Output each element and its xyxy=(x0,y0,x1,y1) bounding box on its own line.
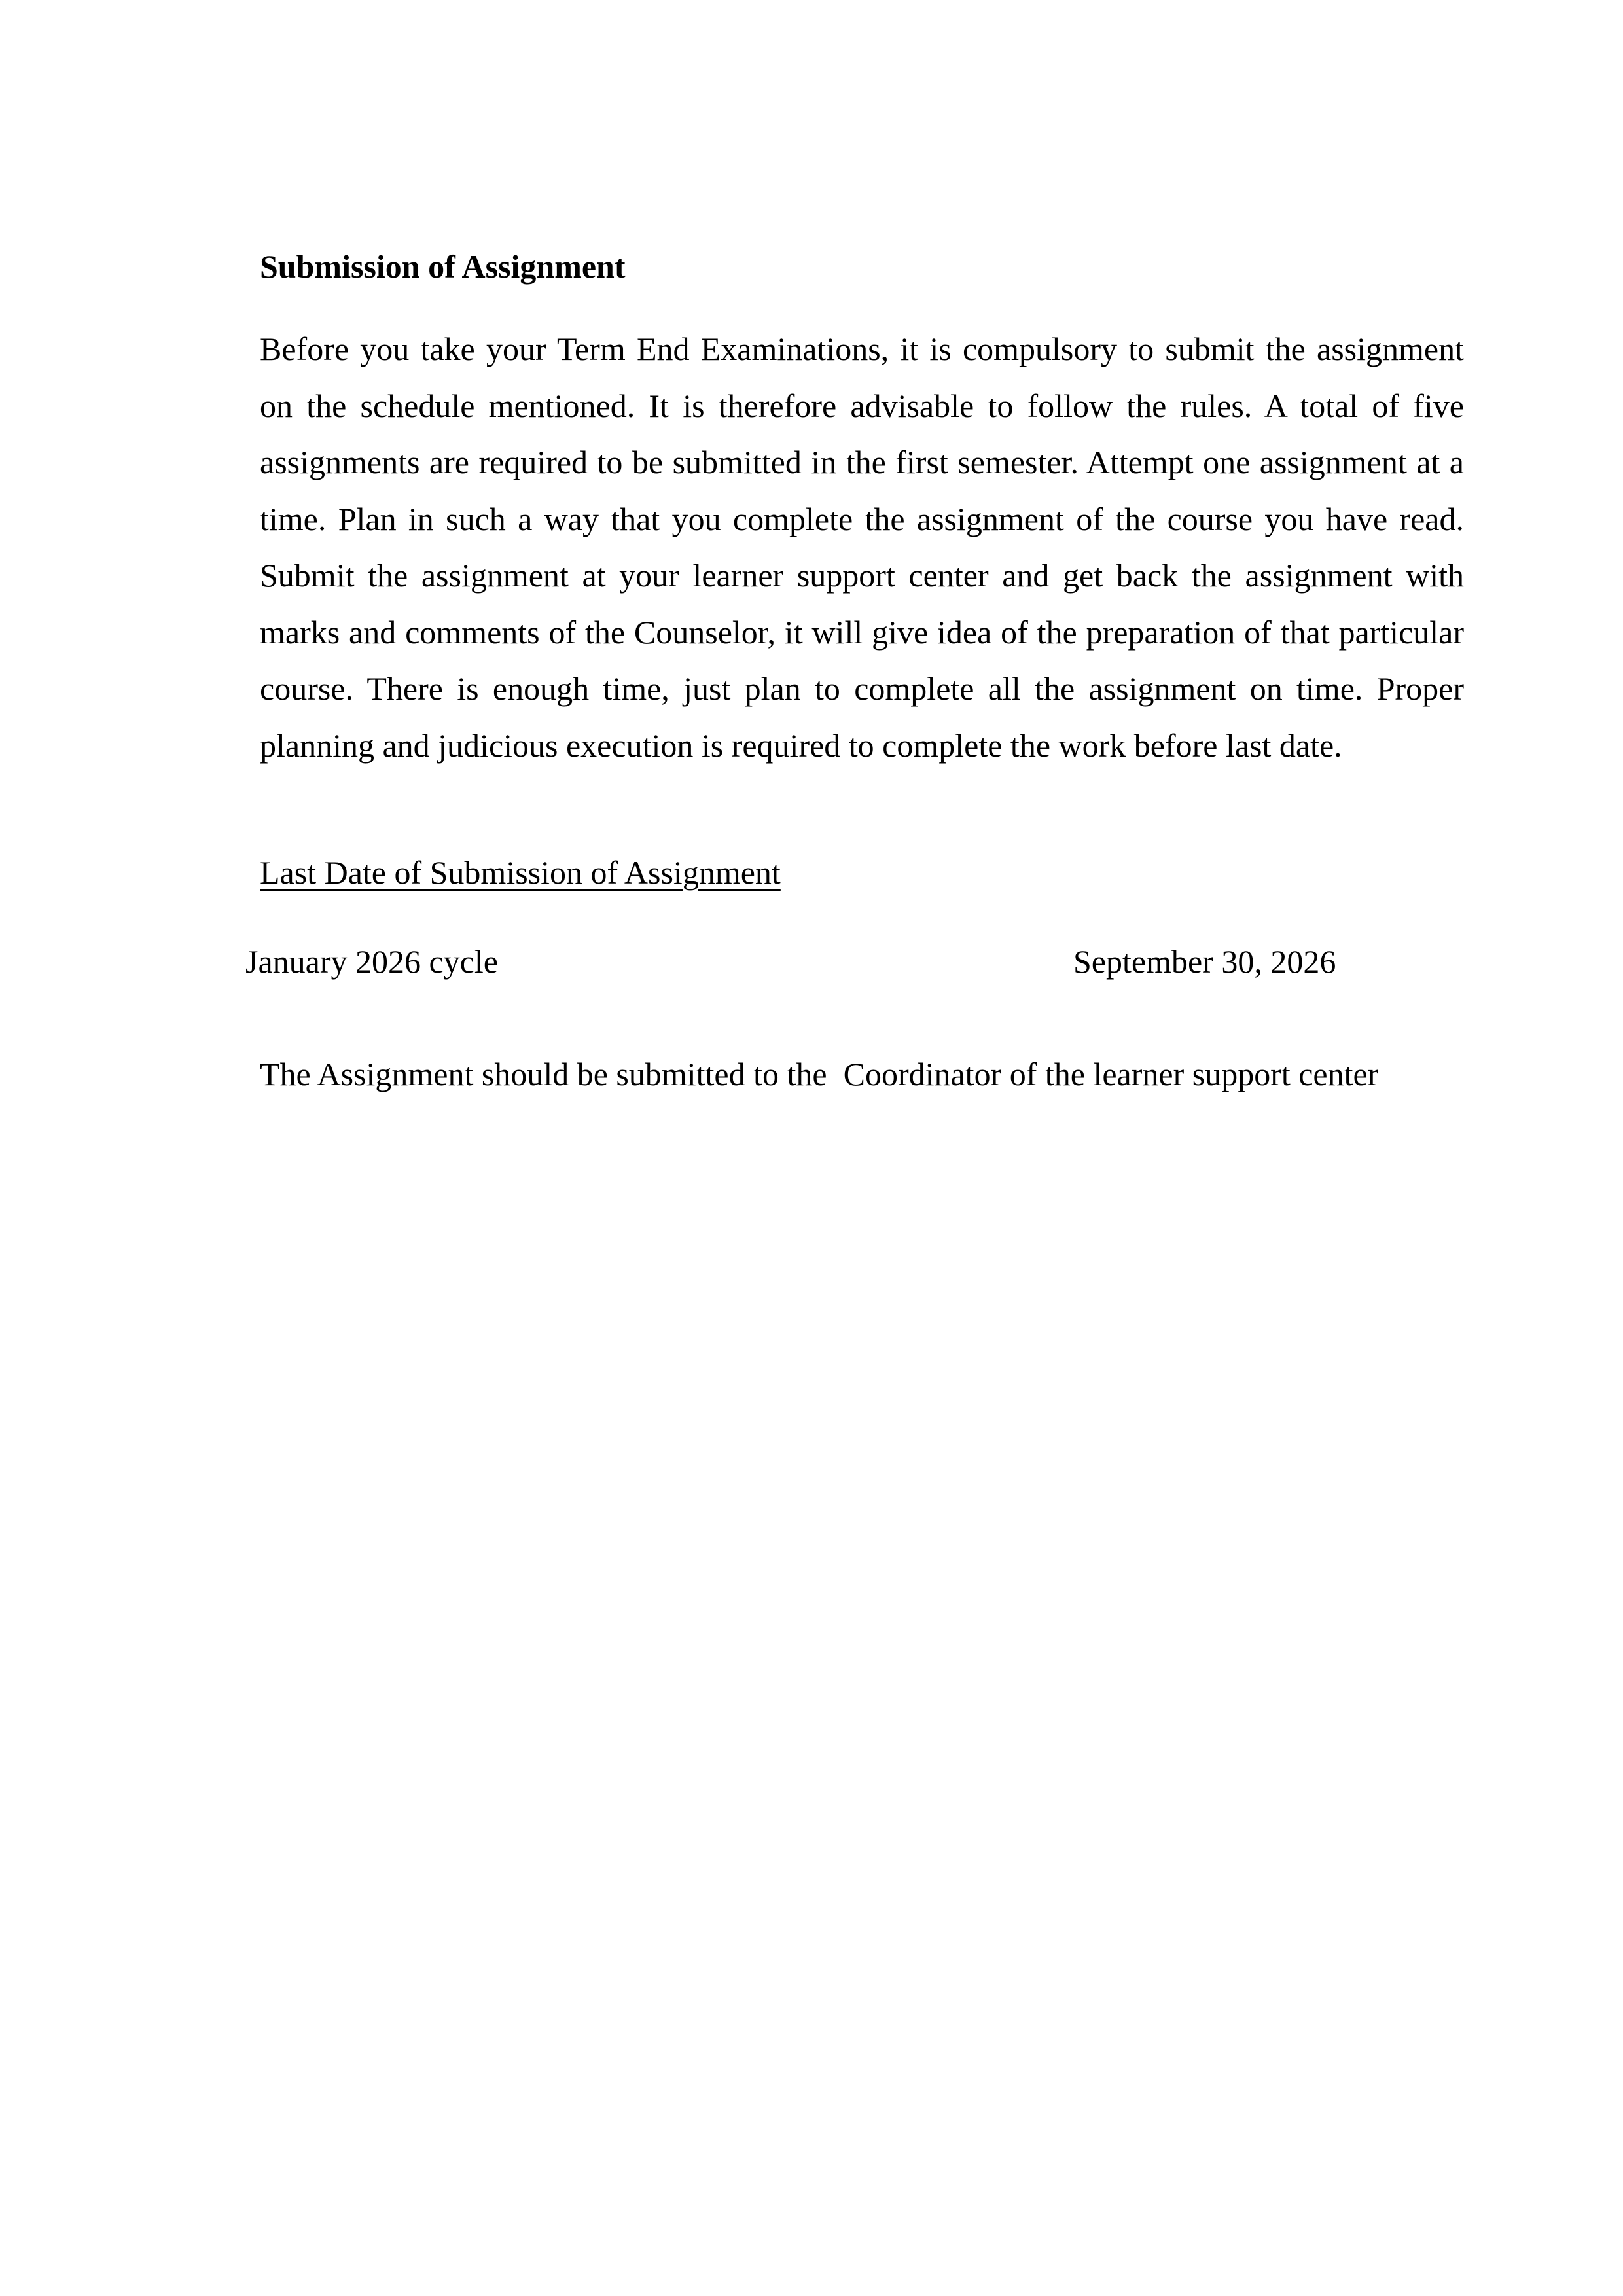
cycle-label: January 2026 cycle xyxy=(245,943,498,980)
paragraph-line: planning and judicious execution is required to complete the work before last date. xyxy=(260,726,1342,764)
paragraph-line: Submit the assignment at your learner support center and get back the assignment with xyxy=(260,557,1464,594)
paragraph-line: assignments are required to be submitted in the first semester. Attempt one assignment at a xyxy=(260,444,1464,480)
paragraph-line: time. Plan in such a way that you complete the assignment of the course you have read. xyxy=(260,500,1464,537)
paragraph-line: on the schedule mentioned. It is therefore advisable to follow the rules. A total of five xyxy=(260,387,1464,424)
last-date-heading: Last Date of Submission of Assignment xyxy=(260,854,781,891)
instructions-paragraph xyxy=(260,321,1464,774)
section-heading: Submission of Assignment xyxy=(260,248,626,285)
paragraph-line: marks and comments of the Counselor, it will give idea of the preparation of that particular xyxy=(260,613,1464,651)
cycle-deadline: September 30, 2026 xyxy=(1073,943,1336,980)
submission-note: The Assignment should be submitted to the Coordinator of the learner support center xyxy=(260,1056,1379,1092)
paragraph-line: course. There is enough time, just plan to complete all the assignment on time. Proper xyxy=(260,670,1464,707)
schedule-row xyxy=(245,939,1358,984)
paragraph-line: Before you take your Term End Examinations, it is compulsory to submit the assignment xyxy=(260,331,1464,367)
